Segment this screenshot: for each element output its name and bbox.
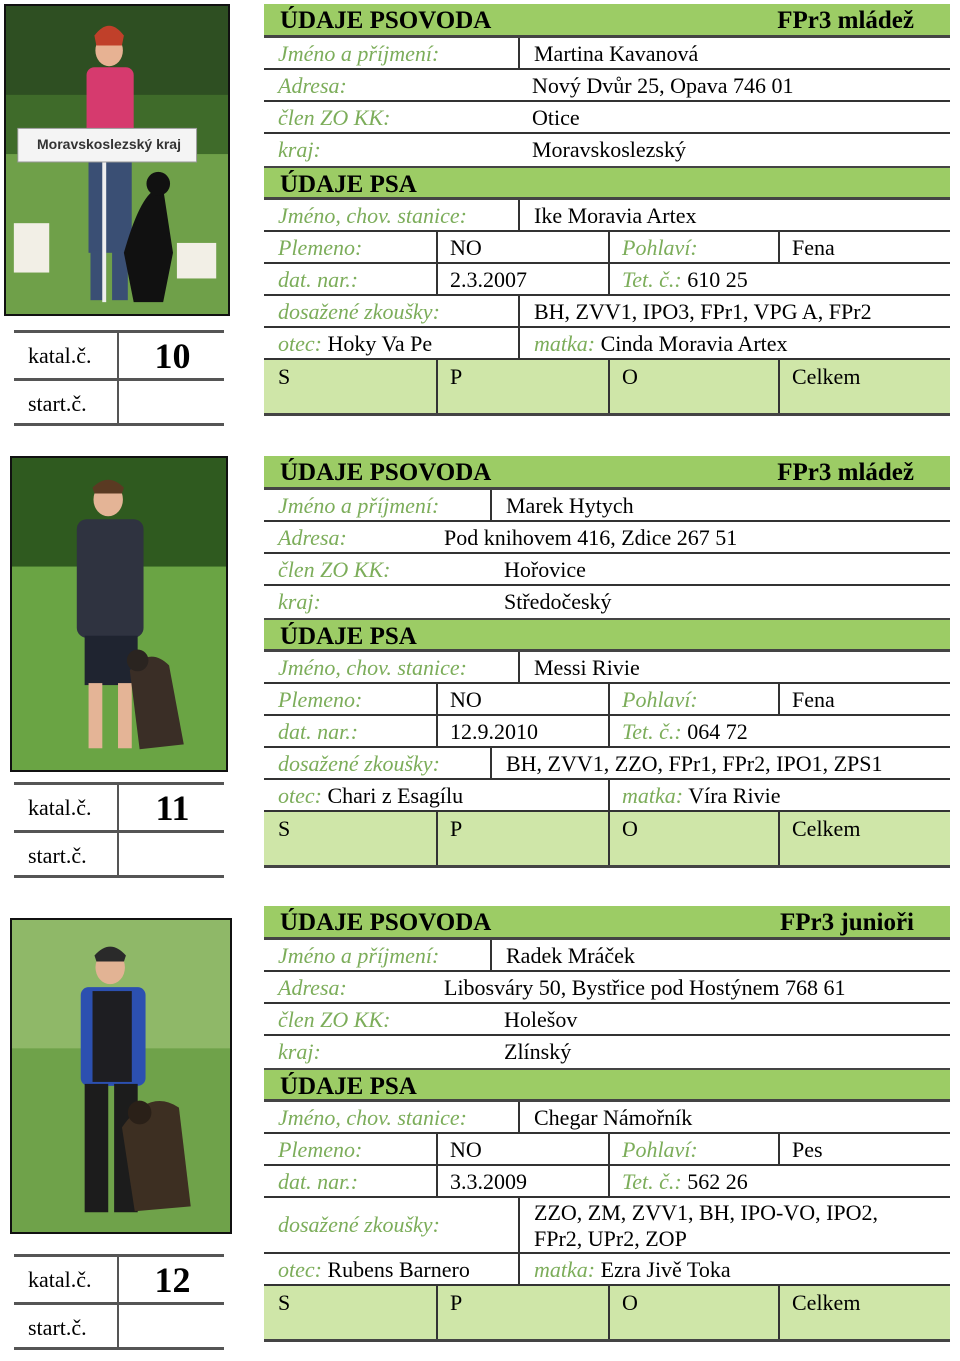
handler-name-row [264,38,950,70]
dog-name: Ike Moravia Artex [518,200,697,230]
handler-header-title: ÚDAJE PSOVODA [280,459,492,486]
catalog-box [14,1254,224,1350]
dog-exams-row [264,1198,950,1254]
handler-name: Marek Hytych [490,490,634,520]
category: FPr3 mládež [777,459,914,486]
dog-header-title: ÚDAJE PSA [280,623,417,650]
handler-region-label: kraj: [278,589,321,614]
dob: 2.3.2007 [436,264,527,294]
sire-cell [278,780,463,810]
dam-label: matka: [534,331,596,356]
handler-club: Holešov [504,1007,578,1032]
dog-dob-row [264,1166,950,1198]
score-o: O [608,360,638,413]
start-label: start.č. [28,843,87,868]
dog-name-label: Jméno, chov. stanice: [278,203,467,228]
breed-label: Plemeno: [278,235,363,260]
exams-line-1: ZZO, ZM, ZVV1, BH, IPO-VO, IPO2, [534,1200,879,1225]
score-p: P [436,1286,462,1339]
handler-region: Středočeský [504,589,612,614]
tattoo: 562 26 [687,1169,748,1194]
tattoo: 610 25 [687,267,748,292]
sex-label: Pohlaví: [608,232,698,262]
tattoo-cell [608,264,748,294]
sex: Fena [778,684,835,714]
breed-label: Plemeno: [278,1137,363,1162]
handler-region: Zlínský [504,1039,572,1064]
handler-club-row [264,102,950,134]
handler-dog-photo [4,4,230,316]
handler-address-row [264,70,950,102]
score-s: S [278,364,291,389]
dog-header-title: ÚDAJE PSA [280,1073,417,1100]
dog-name-row [264,1102,950,1134]
sire-cell [278,1254,470,1284]
catalog-box [14,782,224,878]
dog-header [264,1068,950,1102]
handler-address-label: Adresa: [278,73,347,98]
exams: BH, ZVV1, ZZO, FPr1, FPr2, IPO1, ZPS1 [490,748,883,778]
entry-10 [0,0,960,440]
score-s: S [278,1290,291,1315]
breed: NO [436,1134,482,1164]
handler-club: Hořovice [504,557,586,582]
score-p: P [436,812,462,865]
dog-name: Chegar Námořník [518,1102,692,1132]
handler-club: Otice [532,105,580,130]
tattoo-label: Tet. č.: [622,1169,682,1194]
handler-name-label: Jméno a příjmení: [278,41,440,66]
dam-cell [518,1254,731,1284]
handler-club-label: člen ZO KK: [278,105,391,130]
dob-label: dat. nar.: [278,1169,359,1194]
score-total: Celkem [778,360,860,413]
entry-12 [0,904,960,1361]
handler-club-label: člen ZO KK: [278,1007,391,1032]
entry-form [264,456,950,868]
dam-label: matka: [622,783,684,808]
dam-cell [518,328,788,358]
dam: Cinda Moravia Artex [600,331,788,356]
dog-exams-row [264,748,950,780]
dog-name-label: Jméno, chov. stanice: [278,1105,467,1130]
handler-address: Nový Dvůr 25, Opava 746 01 [532,73,794,98]
handler-header [264,456,950,490]
handler-header [264,4,950,38]
tattoo-label: Tet. č.: [622,267,682,292]
dog-breed-row [264,1134,950,1166]
handler-name: Martina Kavanová [518,38,698,68]
dog-dob-row [264,264,950,296]
handler-header-title: ÚDAJE PSOVODA [280,909,492,936]
breed: NO [436,684,482,714]
dog-name-row [264,200,950,232]
dog-header [264,166,950,200]
dog-breed-row [264,232,950,264]
dog-name-label: Jméno, chov. stanice: [278,655,467,680]
tattoo-label: Tet. č.: [622,719,682,744]
catalog-label: katal.č. [28,795,92,820]
handler-dog-photo [10,456,228,772]
catalog-label: katal.č. [28,343,92,368]
dob-label: dat. nar.: [278,267,359,292]
dog-header-title: ÚDAJE PSA [280,171,417,198]
start-row [14,830,224,878]
start-row [14,1302,224,1350]
dog-header [264,618,950,652]
dob: 12.9.2010 [436,716,538,746]
score-total: Celkem [778,1286,860,1339]
catalog-number: 12 [117,1257,226,1302]
handler-region-label: kraj: [278,137,321,162]
sire: Chari z Esagílu [327,783,464,808]
dam: Víra Rivie [688,783,781,808]
exams-label: dosažené zkoušky: [278,299,440,324]
tattoo: 064 72 [687,719,748,744]
exams-label: dosažené zkoušky: [278,1212,440,1237]
sire: Rubens Barnero [327,1257,470,1282]
start-label: start.č. [28,1315,87,1340]
catalog-row [14,1254,224,1302]
handler-address-row [264,972,950,1004]
dog-dob-row [264,716,950,748]
handler-address: Libosváry 50, Bystřice pod Hostýnem 768 61 [444,975,846,1000]
sex: Pes [778,1134,823,1164]
tattoo-cell [608,1166,748,1196]
handler-region-label: kraj: [278,1039,321,1064]
dob-label: dat. nar.: [278,719,359,744]
handler-header-title: ÚDAJE PSOVODA [280,7,492,34]
handler-name-label: Jméno a příjmení: [278,943,440,968]
score-row [264,360,950,416]
handler-club-row [264,1004,950,1036]
handler-address-row [264,522,950,554]
handler-name-row [264,490,950,522]
exams-label: dosažené zkoušky: [278,751,440,776]
handler-region-row [264,134,950,166]
score-total: Celkem [778,812,860,865]
score-o: O [608,1286,638,1339]
catalog-number: 11 [117,785,226,830]
handler-region: Moravskoslezský [532,137,686,162]
entry-11 [0,452,960,892]
handler-club-label: člen ZO KK: [278,557,391,582]
dog-name-row [264,652,950,684]
catalog-row [14,782,224,830]
sire-label: otec: [278,1257,322,1282]
handler-region-row [264,586,950,618]
handler-dog-photo [10,918,232,1234]
score-s: S [278,816,291,841]
handler-address-label: Adresa: [278,975,347,1000]
dob: 3.3.2009 [436,1166,527,1196]
breed: NO [436,232,482,262]
breed-label: Plemeno: [278,687,363,712]
dam-cell [608,780,780,810]
score-row [264,1286,950,1342]
dog-parents-row [264,780,950,812]
handler-address-label: Adresa: [278,525,347,550]
photo-sign: Moravskoslezský kraj [37,136,181,152]
dog-exams-row [264,296,950,328]
entry-form [264,906,950,1342]
dog-parents-row [264,1254,950,1286]
handler-name: Radek Mráček [490,940,635,970]
dog-parents-row [264,328,950,360]
tattoo-cell [608,716,748,746]
catalog-number: 10 [117,333,226,378]
exams: BH, ZVV1, IPO3, FPr1, VPG A, FPr2 [518,296,872,326]
score-p: P [436,360,462,413]
sire-cell [278,328,432,358]
sire-label: otec: [278,783,322,808]
category: FPr3 junioři [779,909,914,936]
sex-label: Pohlaví: [608,1134,698,1164]
dam: Ezra Jivě Toka [600,1257,731,1282]
sex-label: Pohlaví: [608,684,698,714]
exams [518,1198,878,1252]
dog-name: Messi Rivie [518,652,640,682]
score-row [264,812,950,868]
handler-region-row [264,1036,950,1068]
dog-breed-row [264,684,950,716]
catalog-box [14,330,224,426]
handler-header [264,906,950,940]
sire: Hoky Va Pe [327,331,433,356]
score-o: O [608,812,638,865]
handler-address: Pod knihovem 416, Zdice 267 51 [444,525,738,550]
dam-label: matka: [534,1257,596,1282]
handler-club-row [264,554,950,586]
exams-line-2: FPr2, UPr2, ZOP [534,1226,687,1251]
catalog-label: katal.č. [28,1267,92,1292]
start-label: start.č. [28,391,87,416]
sire-label: otec: [278,331,322,356]
category: FPr3 mládež [777,7,914,34]
catalog-row [14,330,224,378]
handler-name-row [264,940,950,972]
entry-form [264,4,950,416]
handler-name-label: Jméno a příjmení: [278,493,440,518]
start-row [14,378,224,426]
sex: Fena [778,232,835,262]
